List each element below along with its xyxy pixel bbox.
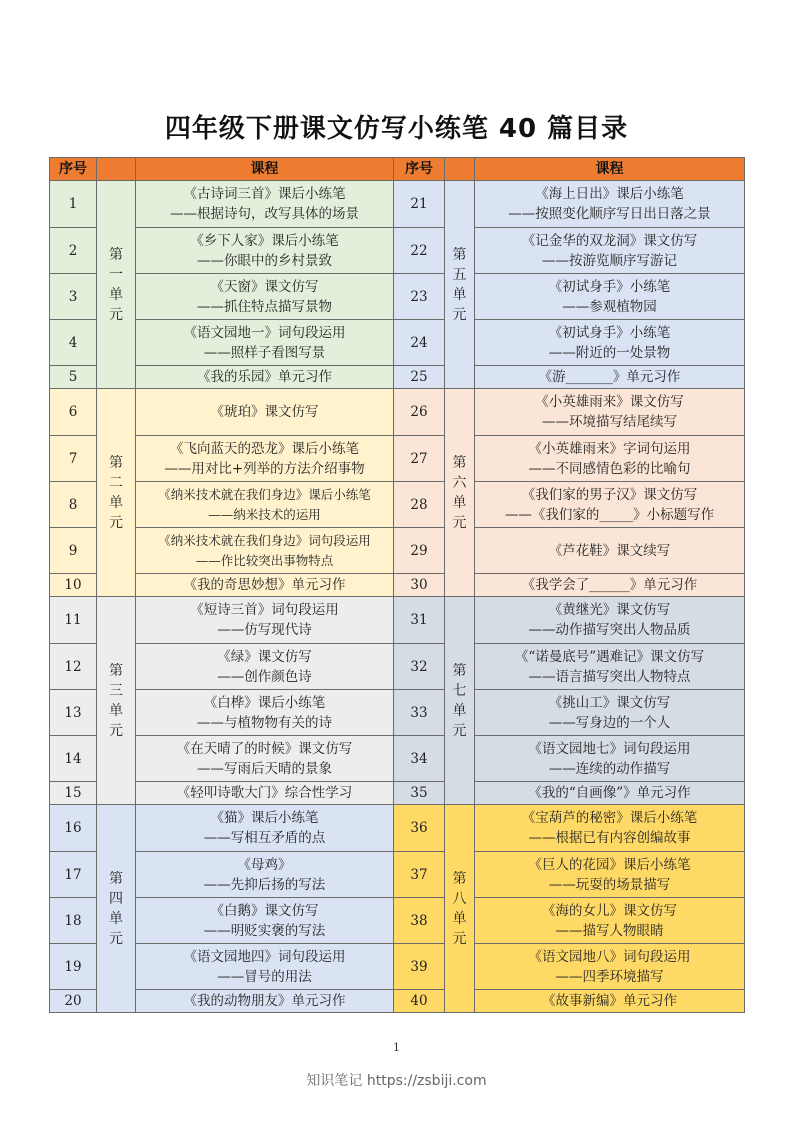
- header-blank-left: [97, 158, 136, 181]
- row-number: 19: [50, 944, 97, 990]
- row-number: 9: [50, 528, 97, 574]
- row-number: 30: [394, 574, 445, 597]
- course-cell: 《天窗》课文仿写 ——抓住特点描写景物: [136, 274, 394, 320]
- course-cell: 《在天晴了的时候》课文仿写 ——写雨后天晴的景象: [136, 736, 394, 782]
- row-number: 39: [394, 944, 445, 990]
- row-number: 21: [394, 181, 445, 228]
- course-cell: 《母鸡》 ——先抑后扬的写法: [136, 852, 394, 898]
- table-row: [50, 436, 745, 482]
- course-cell: 《古诗词三首》课后小练笔 ——根据诗句，改写具体的场景: [136, 181, 394, 228]
- table-row: [50, 366, 745, 389]
- row-number: 2: [50, 228, 97, 274]
- row-number: 26: [394, 389, 445, 436]
- course-cell: 《初试身手》小练笔 ——参观植物园: [475, 274, 745, 320]
- course-cell: 《我的动物朋友》单元习作: [136, 990, 394, 1013]
- row-number: 11: [50, 597, 97, 644]
- course-cell: 《轻叩诗歌大门》综合性学习: [136, 782, 394, 805]
- course-cell: 《海的女儿》课文仿写 ——描写人物眼睛: [475, 898, 745, 944]
- course-cell: 《我的奇思妙想》单元习作: [136, 574, 394, 597]
- row-number: 10: [50, 574, 97, 597]
- unit-label: 第六单元: [445, 389, 475, 597]
- table-row: [50, 782, 745, 805]
- unit-label: 第四单元: [97, 805, 136, 1013]
- course-cell: 《猫》课后小练笔 ——写相互矛盾的点: [136, 805, 394, 852]
- course-cell: 《小英雄雨来》字词句运用 ——不同感情色彩的比喻句: [475, 436, 745, 482]
- table-row: [50, 852, 745, 898]
- table-row: [50, 736, 745, 782]
- unit-label: 第八单元: [445, 805, 475, 1013]
- course-cell: 《语文园地四》词句段运用 ——冒号的用法: [136, 944, 394, 990]
- course-cell: 《海上日出》课后小练笔 ——按照变化顺序写日出日落之景: [475, 181, 745, 228]
- row-number: 14: [50, 736, 97, 782]
- course-cell: 《巨人的花园》课后小练笔 ——玩耍的场景描写: [475, 852, 745, 898]
- row-number: 27: [394, 436, 445, 482]
- course-cell: 《我的乐园》单元习作: [136, 366, 394, 389]
- unit-label: 第五单元: [445, 181, 475, 389]
- course-cell: 《白鹅》课文仿写 ——明贬实褒的写法: [136, 898, 394, 944]
- row-number: 32: [394, 644, 445, 690]
- page-number: 1: [393, 1041, 400, 1054]
- course-cell: 《故事新编》单元习作: [475, 990, 745, 1013]
- course-cell: 《初试身手》小练笔 ——附近的一处景物: [475, 320, 745, 366]
- table-row: [50, 274, 745, 320]
- row-number: 17: [50, 852, 97, 898]
- row-number: 3: [50, 274, 97, 320]
- row-number: 34: [394, 736, 445, 782]
- row-number: 40: [394, 990, 445, 1013]
- row-number: 7: [50, 436, 97, 482]
- header-course-right: 课程: [475, 158, 745, 181]
- row-number: 5: [50, 366, 97, 389]
- course-cell: 《纳米技术就在我们身边》词句段运用 ——作比较突出事物特点: [136, 528, 394, 574]
- row-number: 33: [394, 690, 445, 736]
- row-number: 36: [394, 805, 445, 852]
- table-row: [50, 228, 745, 274]
- table-row: [50, 944, 745, 990]
- row-number: 24: [394, 320, 445, 366]
- course-cell: 《“诺曼底号”遇难记》课文仿写 ——语言描写突出人物特点: [475, 644, 745, 690]
- course-cell: 《芦花鞋》课文续写: [475, 528, 745, 574]
- table-row: [50, 898, 745, 944]
- row-number: 4: [50, 320, 97, 366]
- footer-site-link[interactable]: 知识笔记 https://zsbiji.com: [306, 1073, 487, 1089]
- header-seq-left: 序号: [50, 158, 97, 181]
- row-number: 37: [394, 852, 445, 898]
- row-number: 31: [394, 597, 445, 644]
- course-cell: 《记金华的双龙洞》课文仿写 ——按游览顺序写游记: [475, 228, 745, 274]
- table-row: [50, 574, 745, 597]
- table-row: [50, 181, 745, 228]
- table-row: [50, 482, 745, 528]
- course-cell: 《游_______》单元习作: [475, 366, 745, 389]
- unit-label: 第七单元: [445, 597, 475, 805]
- row-number: 18: [50, 898, 97, 944]
- row-number: 23: [394, 274, 445, 320]
- course-cell: 《黄继光》课文仿写 ——动作描写突出人物品质: [475, 597, 745, 644]
- row-number: 1: [50, 181, 97, 228]
- course-cell: 《我们家的男子汉》课文仿写 ——《我们家的_____》小标题写作: [475, 482, 745, 528]
- table-row: [50, 320, 745, 366]
- row-number: 13: [50, 690, 97, 736]
- table-of-contents: [49, 157, 745, 1013]
- table-row: [50, 597, 745, 644]
- row-number: 38: [394, 898, 445, 944]
- row-number: 22: [394, 228, 445, 274]
- unit-label: 第三单元: [97, 597, 136, 805]
- course-cell: 《短诗三首》词句段运用 ——仿写现代诗: [136, 597, 394, 644]
- course-cell: 《我的“自画像”》单元习作: [475, 782, 745, 805]
- course-cell: 《飞向蓝天的恐龙》课后小练笔 ——用对比+列举的方法介绍事物: [136, 436, 394, 482]
- row-number: 29: [394, 528, 445, 574]
- header-course-left: 课程: [136, 158, 394, 181]
- header-row: [50, 158, 745, 181]
- row-number: 15: [50, 782, 97, 805]
- table-row: [50, 528, 745, 574]
- course-cell: 《琥珀》课文仿写: [136, 389, 394, 436]
- course-cell: 《语文园地一》词句段运用 ——照样子看图写景: [136, 320, 394, 366]
- row-number: 20: [50, 990, 97, 1013]
- course-cell: 《语文园地七》词句段运用 ——连续的动作描写: [475, 736, 745, 782]
- row-number: 28: [394, 482, 445, 528]
- course-cell: 《绿》课文仿写 ——创作颜色诗: [136, 644, 394, 690]
- course-cell: 《语文园地八》词句段运用 ——四季环境描写: [475, 944, 745, 990]
- table-row: [50, 990, 745, 1013]
- table-row: [50, 805, 745, 852]
- unit-label: 第二单元: [97, 389, 136, 597]
- row-number: 12: [50, 644, 97, 690]
- course-cell: 《乡下人家》课后小练笔 ——你眼中的乡村景致: [136, 228, 394, 274]
- course-cell: 《白桦》课后小练笔 ——与植物物有关的诗: [136, 690, 394, 736]
- header-blank-right: [445, 158, 475, 181]
- row-number: 6: [50, 389, 97, 436]
- row-number: 16: [50, 805, 97, 852]
- row-number: 8: [50, 482, 97, 528]
- unit-label: 第一单元: [97, 181, 136, 389]
- table-row: [50, 389, 745, 436]
- course-cell: 《宝葫芦的秘密》课后小练笔 ——根据已有内容创编故事: [475, 805, 745, 852]
- table-row: [50, 644, 745, 690]
- course-cell: 《小英雄雨来》课文仿写 ——环境描写结尾续写: [475, 389, 745, 436]
- course-cell: 《挑山工》课文仿写 ——写身边的一个人: [475, 690, 745, 736]
- header-seq-right: 序号: [394, 158, 445, 181]
- row-number: 25: [394, 366, 445, 389]
- course-cell: 《纳米技术就在我们身边》课后小练笔 ——纳米技术的运用: [136, 482, 394, 528]
- table-row: [50, 690, 745, 736]
- row-number: 35: [394, 782, 445, 805]
- page-title: 四年级下册课文仿写小练笔 40 篇目录: [164, 114, 629, 144]
- course-cell: 《我学会了______》单元习作: [475, 574, 745, 597]
